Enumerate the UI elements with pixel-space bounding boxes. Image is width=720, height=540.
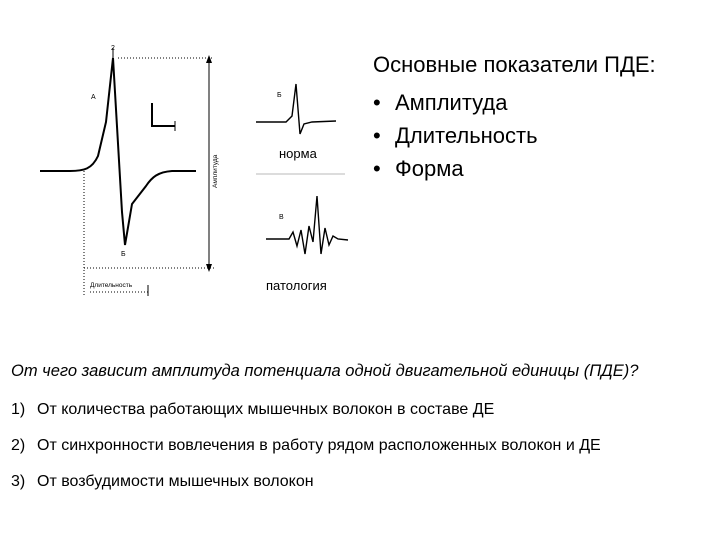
- amplitude-arrow-top: [206, 55, 212, 63]
- indicator-label: Форма: [395, 156, 464, 181]
- answer-number: 1): [11, 401, 26, 418]
- marker-a: A: [91, 94, 96, 101]
- normal-waveform: [256, 84, 336, 134]
- marker-b: Б: [121, 251, 126, 258]
- scale-bar: [152, 103, 175, 126]
- answer-number: 3): [11, 473, 26, 490]
- axis-amplitude-label: Амплитуда: [212, 154, 219, 188]
- axis-duration-label: Длительность: [90, 282, 133, 289]
- pathology-label: патология: [266, 278, 327, 293]
- answer-text: От синхронности вовлечения в работу рядом расположенных волокон и ДЕ: [37, 437, 601, 454]
- answer-text: От количества работающих мышечных волокон в составе ДЕ: [37, 401, 495, 418]
- indicator-list: [373, 86, 538, 185]
- answer-item: [11, 464, 601, 500]
- main-waveform: [40, 58, 196, 245]
- answer-item: [11, 428, 601, 464]
- pathology-waveform: [266, 196, 348, 254]
- question-text: От чего зависит амплитуда потенциала одной двигательной единицы (ПДЕ)?: [11, 362, 639, 380]
- indicator-label: Длительность: [395, 123, 538, 148]
- slide-heading: Основные показатели ПДЕ:: [373, 52, 656, 77]
- indicator-label: Амплитуда: [395, 90, 508, 115]
- indicator-item: [373, 119, 538, 152]
- answer-list: [11, 392, 601, 500]
- marker-norm: Б: [277, 92, 282, 99]
- indicator-item: [373, 86, 538, 119]
- answer-number: 2): [11, 437, 26, 454]
- amplitude-arrow-bottom: [206, 264, 212, 272]
- indicator-item: [373, 152, 538, 185]
- answer-item: [11, 392, 601, 428]
- marker-top: 2: [111, 45, 115, 52]
- normal-label: норма: [279, 146, 317, 161]
- answer-text: От возбудимости мышечных волокон: [37, 473, 314, 490]
- marker-path: В: [279, 214, 284, 221]
